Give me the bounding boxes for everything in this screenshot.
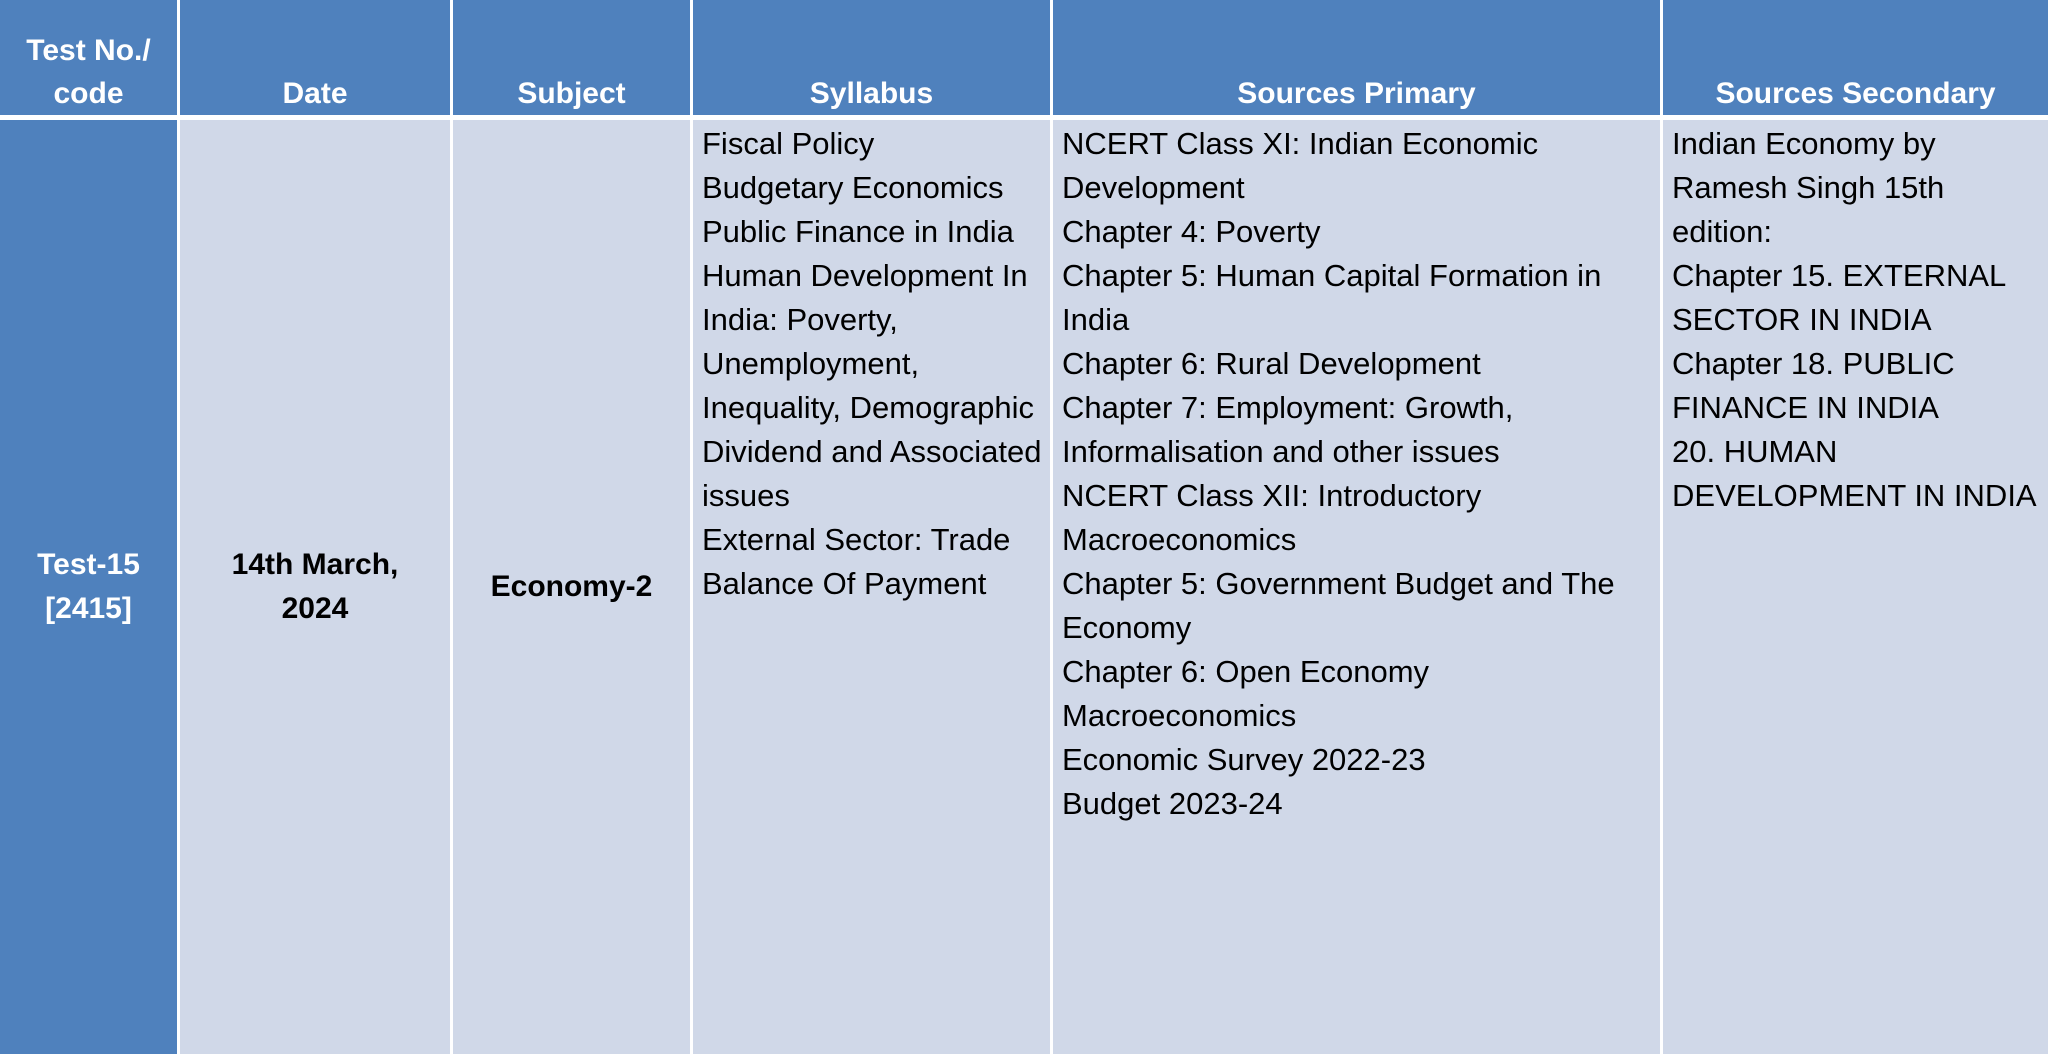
cell-test-no: Test-15 [2415] <box>0 120 177 1054</box>
primary-source-item: Chapter 5: Human Capital Formation in India <box>1062 258 1602 337</box>
secondary-source-item: Chapter 15. EXTERNAL SECTOR IN INDIA <box>1672 258 2006 337</box>
primary-source-item: Chapter 6: Rural Development <box>1062 346 1481 381</box>
cell-sources-primary <box>1053 120 1660 1054</box>
header-test-no: Test No./ code <box>0 0 177 115</box>
cell-sources-secondary <box>1663 120 2048 1054</box>
cell-syllabus <box>693 120 1050 1054</box>
secondary-source-item: 20. HUMAN DEVELOPMENT IN INDIA <box>1672 434 2037 513</box>
syllabus-item: Fiscal Policy <box>702 126 875 161</box>
header-sources-primary: Sources Primary <box>1053 0 1660 115</box>
header-syllabus: Syllabus <box>693 0 1050 115</box>
syllabus-item: Human Development In India: Poverty, Unemployment, Inequality, Demographic Dividend and Associated issues <box>702 258 1042 513</box>
primary-source-item: Chapter 4: Poverty <box>1062 214 1321 249</box>
primary-source-item: Chapter 7: Employment: Growth, Informalisation and other issues <box>1062 390 1514 469</box>
primary-source-item: Budget 2023-24 <box>1062 786 1283 821</box>
header-date: Date <box>180 0 450 115</box>
primary-source-item: Economic Survey 2022-23 <box>1062 742 1426 777</box>
syllabus-item: Budgetary Economics <box>702 170 1004 205</box>
primary-source-item: NCERT Class XII: Introductory Macroeconomics <box>1062 478 1482 557</box>
primary-source-item: NCERT Class XI: Indian Economic Development <box>1062 126 1539 205</box>
cell-subject: Economy-2 <box>453 120 690 1054</box>
primary-source-item: Chapter 6: Open Economy Macroeconomics <box>1062 654 1430 733</box>
header-subject: Subject <box>453 0 690 115</box>
header-sources-secondary: Sources Secondary <box>1663 0 2048 115</box>
syllabus-item: External Sector: Trade Balance Of Payment <box>702 522 1011 601</box>
primary-source-item: Chapter 5: Government Budget and The Economy <box>1062 566 1615 645</box>
syllabus-item: Public Finance in India <box>702 214 1014 249</box>
secondary-source-item: Chapter 18. PUBLIC FINANCE IN INDIA <box>1672 346 1955 425</box>
cell-date: 14th March, 2024 <box>180 120 450 1054</box>
secondary-source-item: Indian Economy by Ramesh Singh 15th edition: <box>1672 126 1945 249</box>
